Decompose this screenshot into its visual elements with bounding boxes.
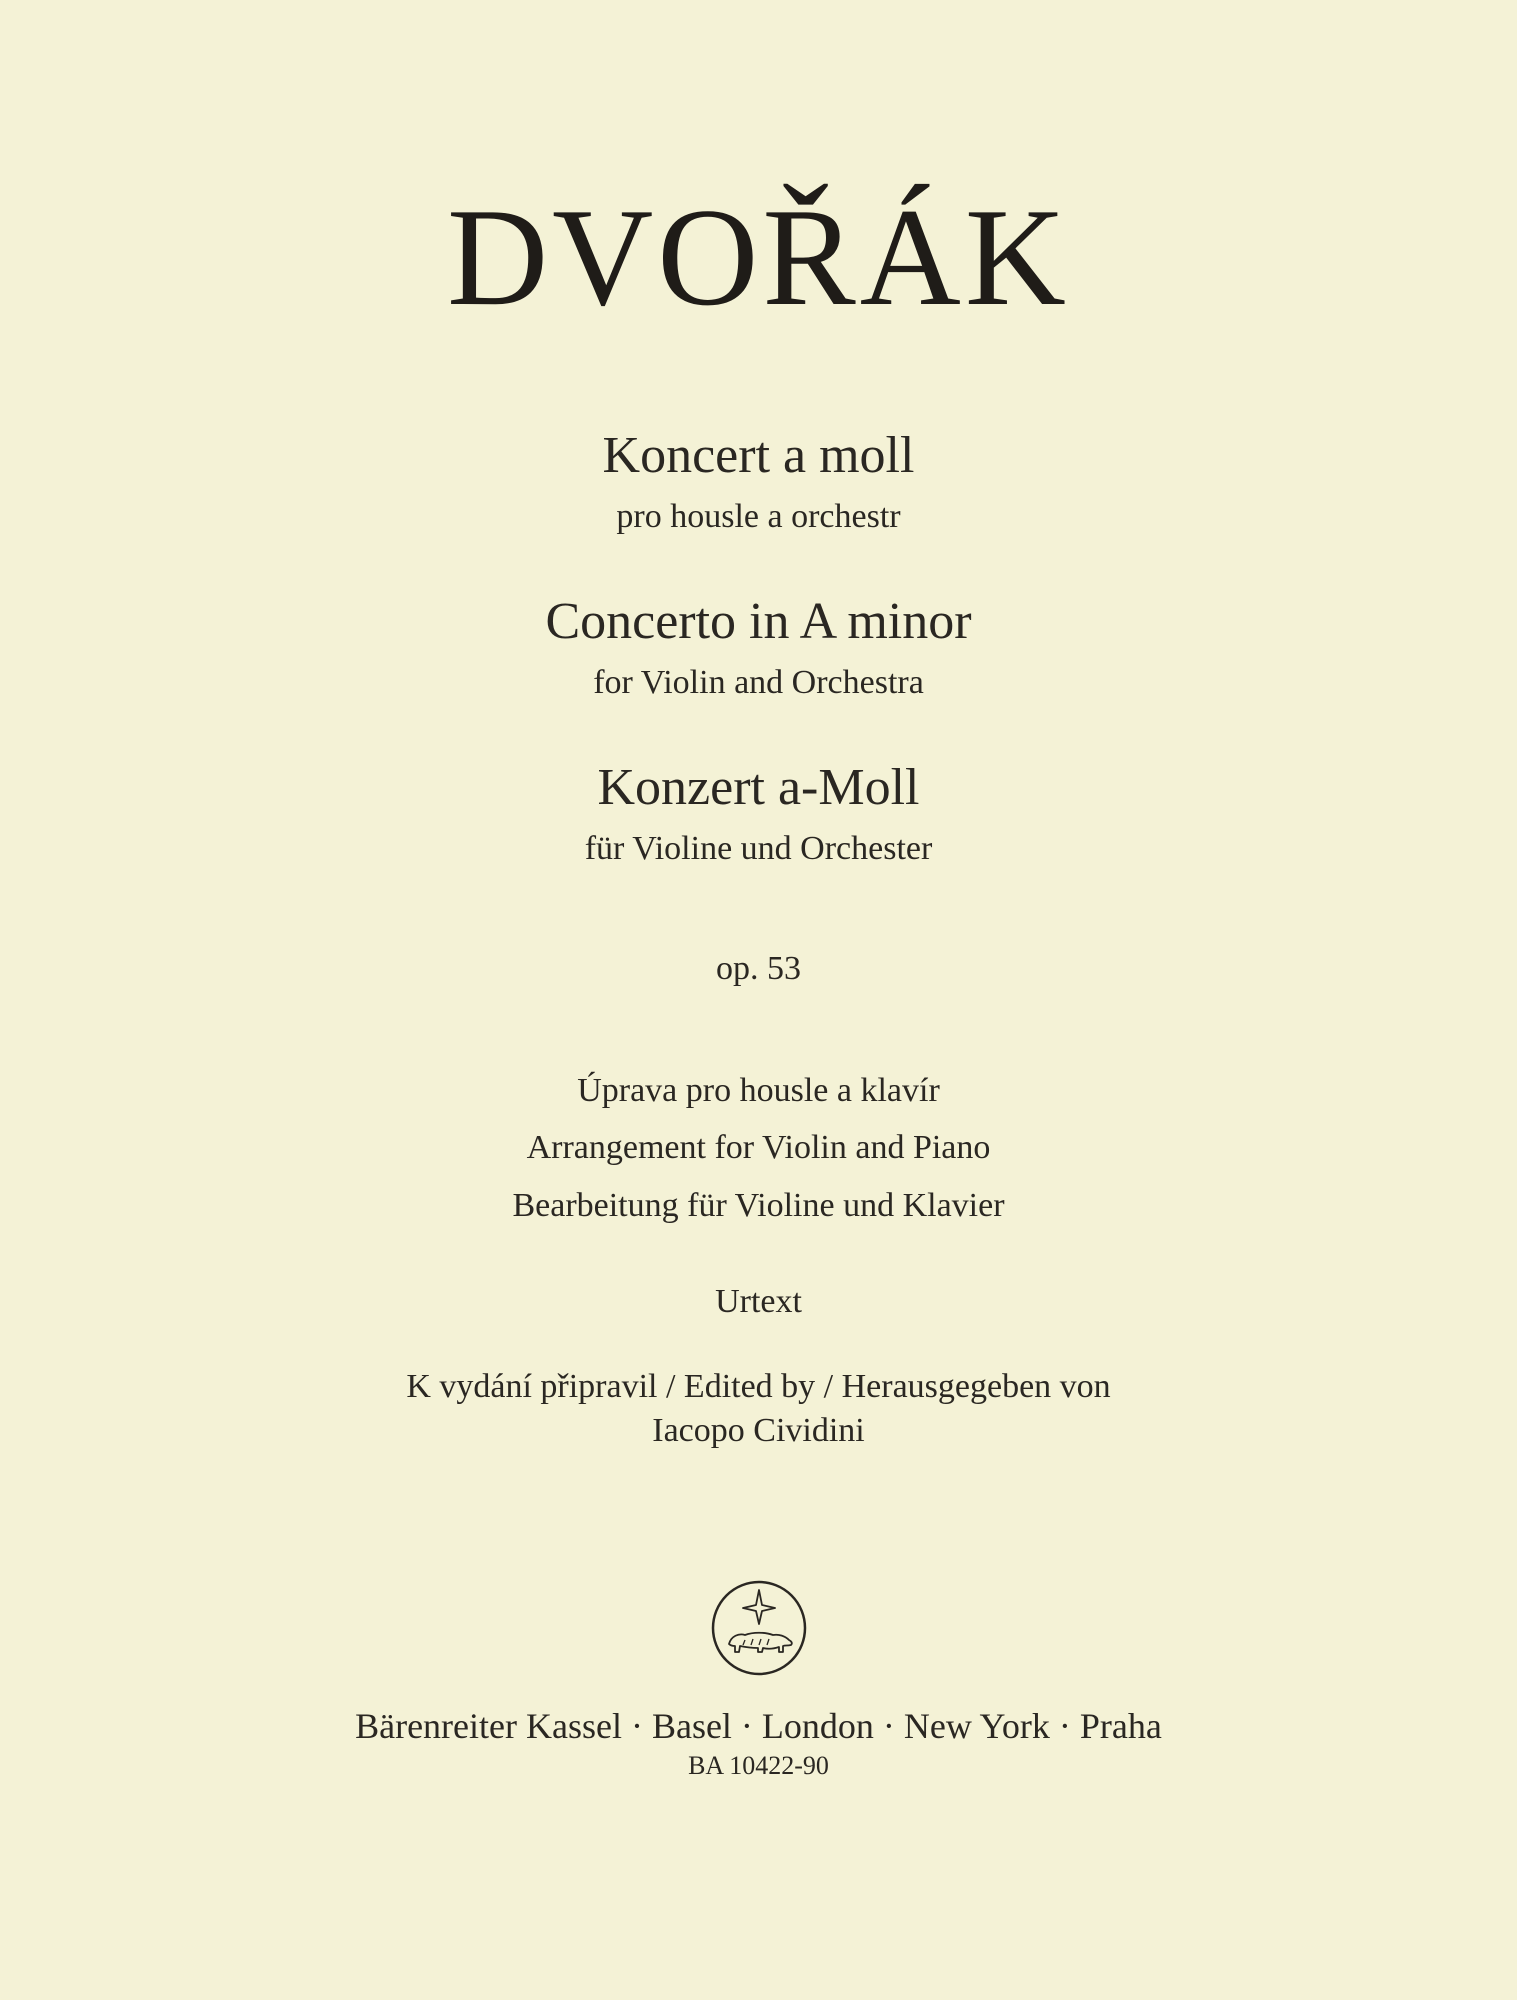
- composer-name: DVOŘÁK: [447, 180, 1070, 335]
- arrangement-german: Bearbeitung für Violine und Klavier: [512, 1187, 1005, 1224]
- baerenreiter-bear-star-icon: [709, 1578, 809, 1678]
- editor-name: Iacopo Cividini: [652, 1412, 865, 1449]
- subtitle-english: for Violin and Orchestra: [593, 664, 924, 701]
- title-czech: Koncert a moll: [602, 427, 915, 484]
- edition-type: Urtext: [715, 1283, 802, 1320]
- opus-number: op. 53: [716, 950, 801, 987]
- title-german: Konzert a-Moll: [597, 759, 920, 816]
- subtitle-czech: pro housle a orchestr: [616, 498, 901, 535]
- catalog-number: BA 10422-90: [688, 1751, 829, 1780]
- editor-credit-line: K vydání připravil / Edited by / Herausgegeben von: [406, 1368, 1111, 1405]
- title-english: Concerto in A minor: [545, 593, 972, 650]
- arrangement-czech: Úprava pro housle a klavír: [577, 1072, 940, 1109]
- arrangement-english: Arrangement for Violin and Piano: [526, 1129, 991, 1166]
- publisher-line: Bärenreiter Kassel · Basel · London · New York · Praha: [355, 1706, 1162, 1746]
- subtitle-german: für Violine und Orchester: [584, 830, 933, 867]
